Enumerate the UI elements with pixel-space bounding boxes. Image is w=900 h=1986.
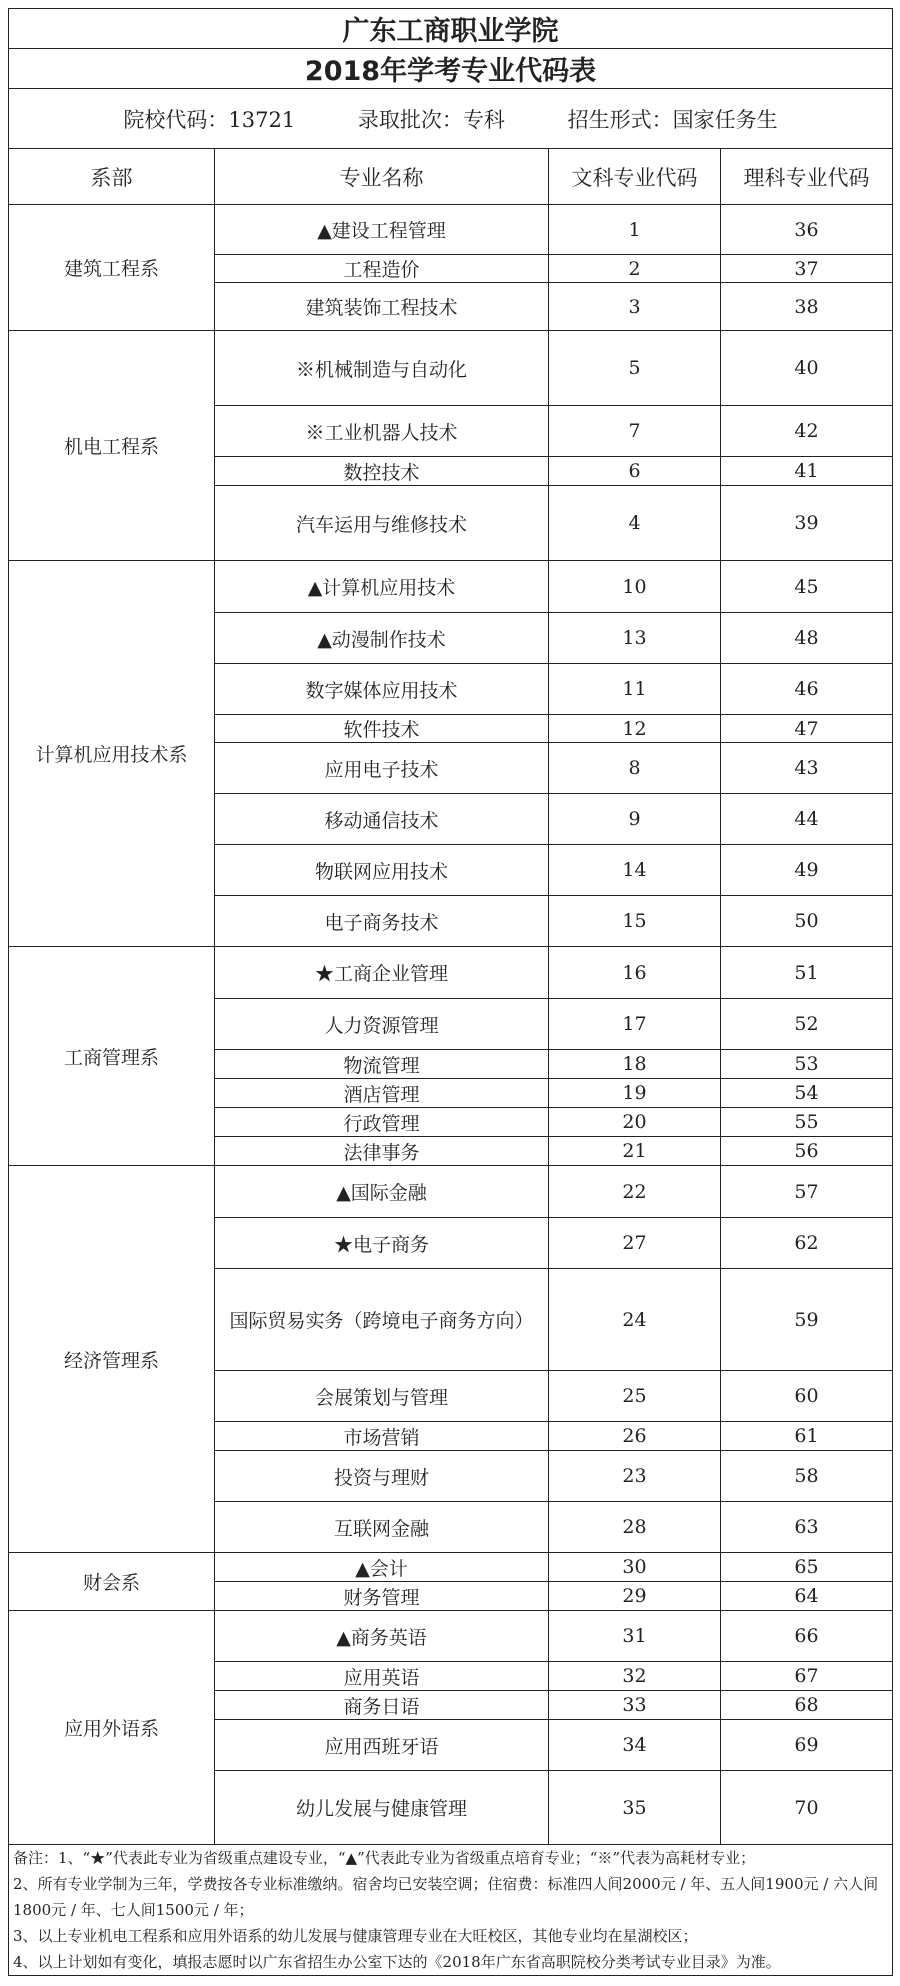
- science-code-cell: 36: [721, 205, 893, 255]
- major-name-cell: 行政管理: [215, 1108, 549, 1137]
- major-name-cell: 投资与理财: [215, 1451, 549, 1502]
- page-subtitle: 2018年学考专业代码表: [9, 49, 893, 89]
- science-code-cell: 46: [721, 664, 893, 715]
- arts-code-cell: 33: [549, 1691, 721, 1720]
- header-dept: 系部: [9, 149, 215, 205]
- science-code-cell: 40: [721, 331, 893, 406]
- science-code-cell: 56: [721, 1137, 893, 1166]
- major-name-cell: 幼儿发展与健康管理: [215, 1771, 549, 1845]
- major-name-cell: ▲国际金融: [215, 1166, 549, 1218]
- header-row: [9, 149, 893, 205]
- major-name-cell: 国际贸易实务（跨境电子商务方向）: [215, 1269, 549, 1371]
- arts-code-cell: 2: [549, 255, 721, 283]
- major-name-cell: ※机械制造与自动化: [215, 331, 549, 406]
- science-code-cell: 51: [721, 947, 893, 999]
- page-title: 广东工商职业学院: [9, 9, 893, 49]
- major-name-cell: 工程造价: [215, 255, 549, 283]
- department-cell: 机电工程系: [9, 331, 215, 561]
- major-name-cell: 物流管理: [215, 1050, 549, 1079]
- arts-code-cell: 27: [549, 1218, 721, 1269]
- header-science-code: 理科专业代码: [721, 149, 893, 205]
- major-name-cell: ▲会计: [215, 1553, 549, 1582]
- info-row: [9, 89, 893, 149]
- arts-code-cell: 22: [549, 1166, 721, 1218]
- major-name-cell: 人力资源管理: [215, 999, 549, 1050]
- major-name-cell: 互联网金融: [215, 1502, 549, 1553]
- science-code-cell: 70: [721, 1771, 893, 1845]
- major-name-cell: 物联网应用技术: [215, 845, 549, 896]
- major-name-cell: 应用电子技术: [215, 743, 549, 794]
- major-name-cell: ※工业机器人技术: [215, 406, 549, 457]
- note-line: 2、所有专业学制为三年，学费按各专业标准缴纳。宿舍均已安装空调；住宿费：标准四人间2000元 / 年、五人间1900元 / 六人间1800元 / 年、七人间1500元 / 年；: [13, 1875, 879, 1919]
- table-row: [9, 1611, 893, 1662]
- arts-code-cell: 11: [549, 664, 721, 715]
- major-name-cell: 市场营销: [215, 1422, 549, 1451]
- arts-code-cell: 10: [549, 561, 721, 613]
- science-code-cell: 48: [721, 613, 893, 664]
- arts-code-cell: 13: [549, 613, 721, 664]
- science-code-cell: 63: [721, 1502, 893, 1553]
- arts-code-cell: 3: [549, 283, 721, 331]
- science-code-cell: 50: [721, 896, 893, 947]
- arts-code-cell: 7: [549, 406, 721, 457]
- arts-code-cell: 21: [549, 1137, 721, 1166]
- admission-batch: 录取批次：专科: [357, 107, 505, 132]
- arts-code-cell: 16: [549, 947, 721, 999]
- major-name-cell: 应用西班牙语: [215, 1720, 549, 1771]
- arts-code-cell: 29: [549, 1582, 721, 1611]
- major-name-cell: 汽车运用与维修技术: [215, 486, 549, 561]
- major-name-cell: ▲商务英语: [215, 1611, 549, 1662]
- major-name-cell: 数字媒体应用技术: [215, 664, 549, 715]
- science-code-cell: 37: [721, 255, 893, 283]
- note-line: 备注：1、“★”代表此专业为省级重点建设专业，“▲”代表此专业为省级重点培育专业；“※”代表为高耗材专业；: [13, 1849, 756, 1867]
- science-code-cell: 39: [721, 486, 893, 561]
- arts-code-cell: 35: [549, 1771, 721, 1845]
- science-code-cell: 60: [721, 1371, 893, 1422]
- arts-code-cell: 1: [549, 205, 721, 255]
- department-cell: 工商管理系: [9, 947, 215, 1166]
- enrollment-form: 招生形式：国家任务生: [567, 107, 778, 132]
- arts-code-cell: 25: [549, 1371, 721, 1422]
- department-cell: 财会系: [9, 1553, 215, 1611]
- science-code-cell: 58: [721, 1451, 893, 1502]
- major-code-table: [8, 8, 893, 1976]
- science-code-cell: 69: [721, 1720, 893, 1771]
- arts-code-cell: 20: [549, 1108, 721, 1137]
- major-name-cell: 软件技术: [215, 715, 549, 743]
- arts-code-cell: 34: [549, 1720, 721, 1771]
- arts-code-cell: 26: [549, 1422, 721, 1451]
- arts-code-cell: 12: [549, 715, 721, 743]
- table-row: [9, 331, 893, 406]
- arts-code-cell: 9: [549, 794, 721, 845]
- arts-code-cell: 8: [549, 743, 721, 794]
- science-code-cell: 57: [721, 1166, 893, 1218]
- science-code-cell: 53: [721, 1050, 893, 1079]
- major-name-cell: 移动通信技术: [215, 794, 549, 845]
- note-line: 3、以上专业机电工程系和应用外语系的幼儿发展与健康管理专业在大旺校区，其他专业均在星湖校区；: [13, 1927, 698, 1945]
- major-name-cell: 酒店管理: [215, 1079, 549, 1108]
- arts-code-cell: 19: [549, 1079, 721, 1108]
- major-name-cell: ▲计算机应用技术: [215, 561, 549, 613]
- table-row: [9, 205, 893, 255]
- science-code-cell: 49: [721, 845, 893, 896]
- major-name-cell: ★电子商务: [215, 1218, 549, 1269]
- note-line: 4、以上计划如有变化，填报志愿时以广东省招生办公室下达的《2018年广东省高职院校分类考试专业目录》为准。: [13, 1953, 781, 1971]
- science-code-cell: 54: [721, 1079, 893, 1108]
- science-code-cell: 45: [721, 561, 893, 613]
- major-name-cell: 法律事务: [215, 1137, 549, 1166]
- department-cell: 建筑工程系: [9, 205, 215, 331]
- table-row: [9, 561, 893, 613]
- arts-code-cell: 24: [549, 1269, 721, 1371]
- arts-code-cell: 18: [549, 1050, 721, 1079]
- major-name-cell: ▲动漫制作技术: [215, 613, 549, 664]
- science-code-cell: 55: [721, 1108, 893, 1137]
- arts-code-cell: 23: [549, 1451, 721, 1502]
- arts-code-cell: 6: [549, 457, 721, 486]
- department-cell: 应用外语系: [9, 1611, 215, 1845]
- arts-code-cell: 14: [549, 845, 721, 896]
- arts-code-cell: 28: [549, 1502, 721, 1553]
- science-code-cell: 67: [721, 1662, 893, 1691]
- major-name-cell: 商务日语: [215, 1691, 549, 1720]
- science-code-cell: 66: [721, 1611, 893, 1662]
- table-row: [9, 1166, 893, 1218]
- arts-code-cell: 32: [549, 1662, 721, 1691]
- arts-code-cell: 4: [549, 486, 721, 561]
- header-major: 专业名称: [215, 149, 549, 205]
- science-code-cell: 44: [721, 794, 893, 845]
- science-code-cell: 65: [721, 1553, 893, 1582]
- science-code-cell: 41: [721, 457, 893, 486]
- science-code-cell: 38: [721, 283, 893, 331]
- arts-code-cell: 30: [549, 1553, 721, 1582]
- arts-code-cell: 15: [549, 896, 721, 947]
- major-name-cell: 电子商务技术: [215, 896, 549, 947]
- science-code-cell: 68: [721, 1691, 893, 1720]
- table-row: [9, 947, 893, 999]
- arts-code-cell: 5: [549, 331, 721, 406]
- major-name-cell: 数控技术: [215, 457, 549, 486]
- major-name-cell: ▲建设工程管理: [215, 205, 549, 255]
- school-code: 院校代码：13721: [123, 107, 296, 132]
- science-code-cell: 64: [721, 1582, 893, 1611]
- science-code-cell: 47: [721, 715, 893, 743]
- table-row: [9, 1553, 893, 1582]
- department-cell: 计算机应用技术系: [9, 561, 215, 947]
- major-name-cell: 会展策划与管理: [215, 1371, 549, 1422]
- major-name-cell: 应用英语: [215, 1662, 549, 1691]
- department-cell: 经济管理系: [9, 1166, 215, 1553]
- science-code-cell: 42: [721, 406, 893, 457]
- header-arts-code: 文科专业代码: [549, 149, 721, 205]
- science-code-cell: 62: [721, 1218, 893, 1269]
- major-name-cell: 财务管理: [215, 1582, 549, 1611]
- science-code-cell: 43: [721, 743, 893, 794]
- notes-cell: [9, 1845, 893, 1976]
- science-code-cell: 59: [721, 1269, 893, 1371]
- major-name-cell: 建筑装饰工程技术: [215, 283, 549, 331]
- arts-code-cell: 17: [549, 999, 721, 1050]
- science-code-cell: 61: [721, 1422, 893, 1451]
- science-code-cell: 52: [721, 999, 893, 1050]
- arts-code-cell: 31: [549, 1611, 721, 1662]
- notes-row: [9, 1845, 893, 1976]
- major-name-cell: ★工商企业管理: [215, 947, 549, 999]
